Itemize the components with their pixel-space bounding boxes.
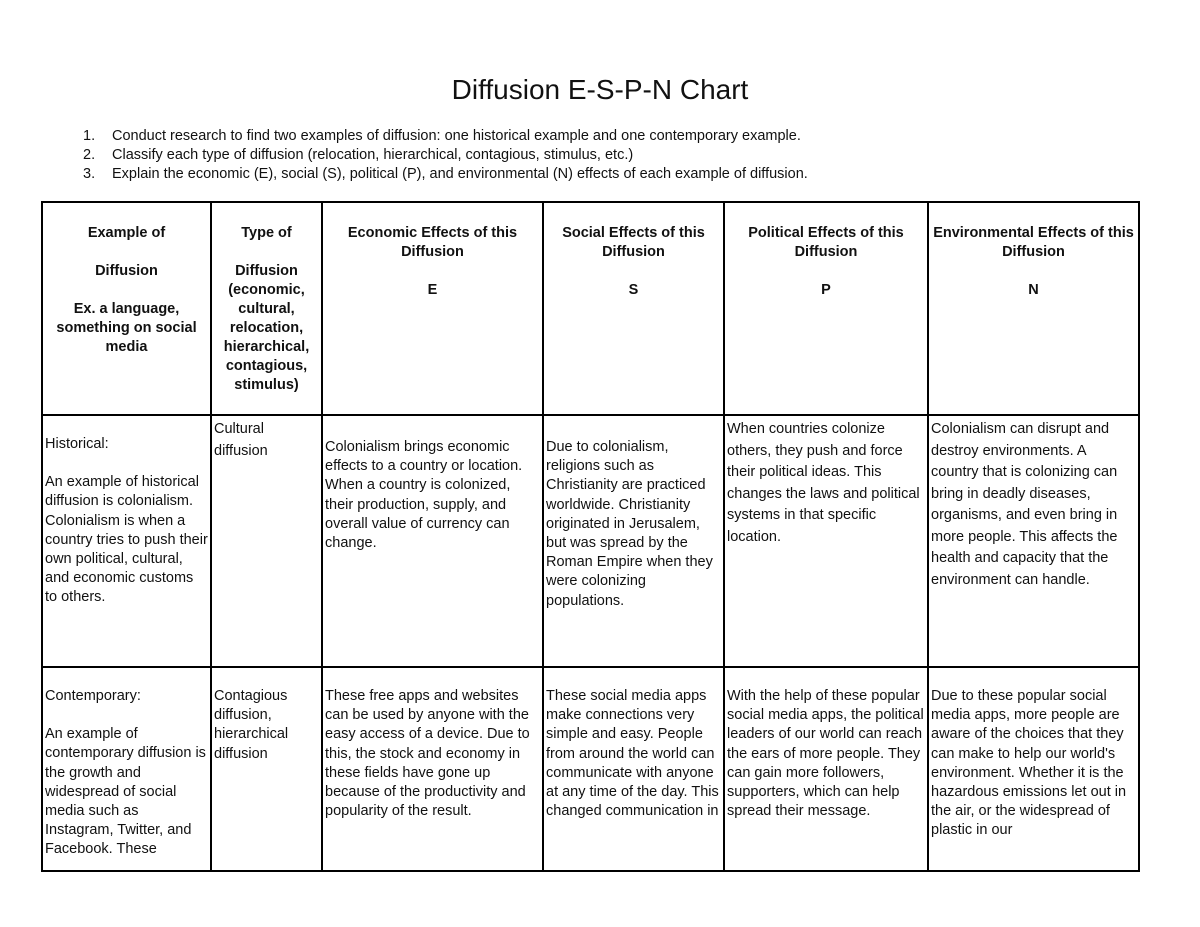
historical-label: Historical: <box>45 436 109 452</box>
contemporary-economic-cell: These free apps and websites can be used by anyone with the easy access of a device. Due to this, the stock and economy in these fields have gone up because of the productivity and popularity of the result. <box>322 667 543 871</box>
header-political-letter: P <box>821 282 831 298</box>
contemporary-example-cell <box>42 667 211 871</box>
header-type-line1: Type of <box>241 225 292 241</box>
historical-social-text: Due to colonialism, religions such as Christianity are practiced worldwide. Christianity originated in Jerusalem, but was spread by the Roman Empire when they were colonizing populations. <box>546 439 713 609</box>
espn-table <box>41 201 1140 872</box>
historical-row <box>42 415 1139 667</box>
header-example-line1: Example of <box>87 225 166 241</box>
historical-example-text: An example of historical diffusion is colonialism. Colonialism is when a country tries to push their own political, cultural, and economic customs to others. <box>45 474 208 606</box>
contemporary-row <box>42 667 1139 871</box>
header-environmental-title: Environmental Effects of this Diffusion <box>933 225 1134 260</box>
historical-social-cell <box>543 415 724 667</box>
page-title: Diffusion E-S-P-N Chart <box>451 74 749 105</box>
historical-example-cell <box>42 415 211 667</box>
contemporary-political-cell: With the help of these popular social media apps, the political leaders of our world can reach the ears of more people. They can gain more followers, supporters, which can help spread their message. <box>724 667 928 871</box>
header-type <box>211 202 322 415</box>
header-economic <box>322 202 543 415</box>
instruction-item <box>80 146 808 165</box>
instructions-list <box>80 127 808 184</box>
instruction-number: 2. <box>83 147 96 163</box>
header-social-letter: S <box>628 282 639 298</box>
instruction-item <box>80 165 808 184</box>
historical-environmental-cell: Colonialism can disrupt and destroy environments. A country that is colonizing can bring in deadly diseases, organisms, and even bring in more people. This affects the health and capacity that the environment can handle. <box>928 415 1139 667</box>
header-political <box>724 202 928 415</box>
instruction-number: 1. <box>83 128 96 144</box>
contemporary-type-cell: Contagious diffusion, hierarchical diffusion <box>211 667 322 871</box>
header-environmental-letter: N <box>1028 282 1039 298</box>
historical-political-cell: When countries colonize others, they push and force their political ideas. This changes the laws and political systems in that specific location. <box>724 415 928 667</box>
contemporary-social-cell: These social media apps make connections very simple and easy. People from around the world can communicate with anyone at any time of the day. This changed communication in <box>543 667 724 871</box>
header-political-title: Political Effects of this Diffusion <box>748 225 904 260</box>
header-social <box>543 202 724 415</box>
historical-economic-cell <box>322 415 543 667</box>
instruction-text: Explain the economic (E), social (S), political (P), and environmental (N) effects of each example of diffusion. <box>112 166 808 182</box>
instruction-text: Conduct research to find two examples of diffusion: one historical example and one contemporary example. <box>112 128 801 144</box>
header-row <box>42 202 1139 415</box>
header-type-line2: Diffusion (economic, cultural, relocation, hierarchical, contagious, stimulus) <box>223 263 310 393</box>
header-example <box>42 202 211 415</box>
instruction-text: Classify each type of diffusion (relocation, hierarchical, contagious, stimulus, etc.) <box>112 147 634 163</box>
contemporary-example-text: An example of contemporary diffusion is the growth and widespread of social media such as Instagram, Twitter, and Facebook. These <box>45 726 206 858</box>
header-economic-title: Economic Effects of this Diffusion <box>347 225 518 260</box>
header-example-line2: Diffusion <box>95 263 158 279</box>
contemporary-environmental-cell: Due to these popular social media apps, more people are aware of the choices that they can make to help our world's environment. Whether it is the hazardous emissions let out in the air, or the widespread of plastic in our <box>928 667 1139 871</box>
instruction-number: 3. <box>83 166 96 182</box>
instruction-item <box>80 127 808 146</box>
contemporary-label: Contemporary: <box>45 688 141 704</box>
header-environmental <box>928 202 1139 415</box>
header-social-title: Social Effects of this Diffusion <box>562 225 705 260</box>
historical-economic-text: Colonialism brings economic effects to a country or location. When a country is colonized, their production, supply, and overall value of currency can change. <box>325 439 523 552</box>
header-example-line3: Ex. a language, something on social media <box>56 301 197 355</box>
header-economic-letter: E <box>427 282 438 298</box>
historical-type-cell: Cultural diffusion <box>211 415 322 667</box>
